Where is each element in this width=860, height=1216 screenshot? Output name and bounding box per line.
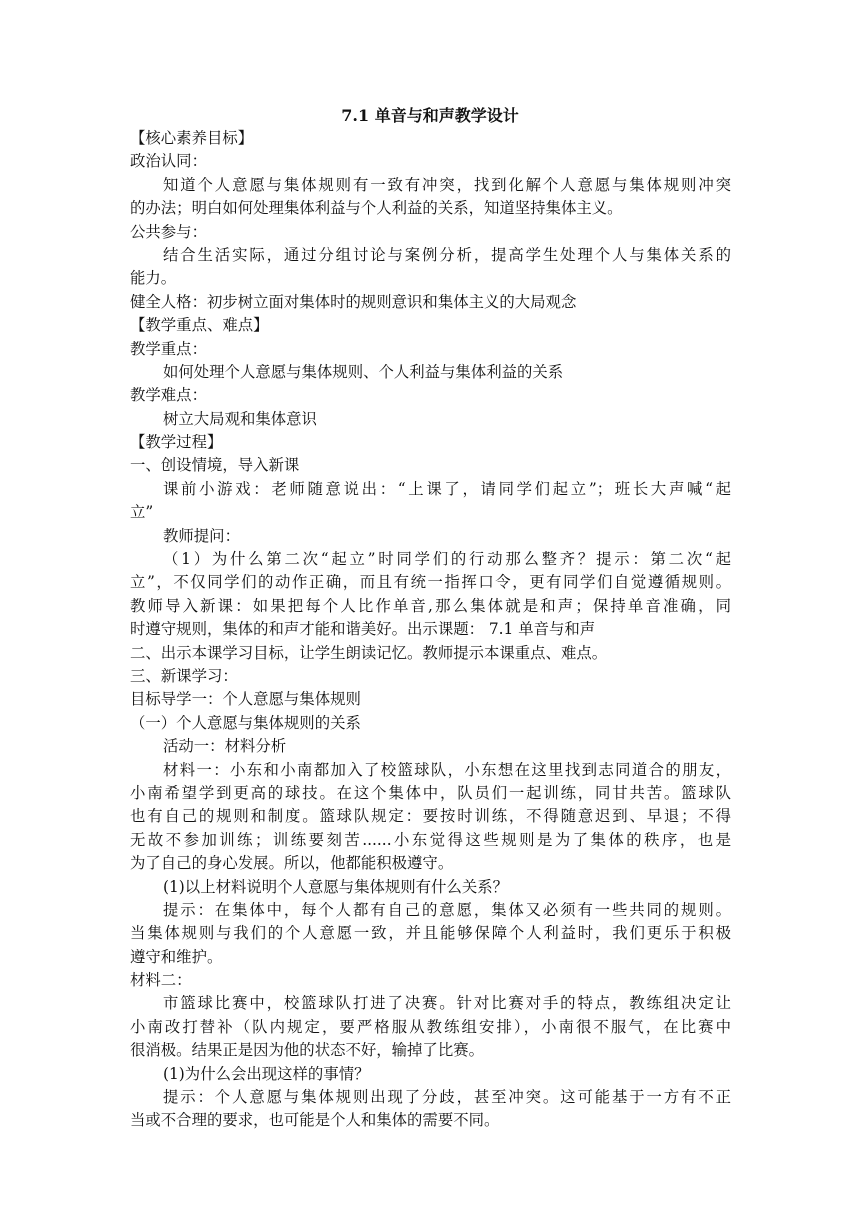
section-heading: 【教学重点、难点】 [130, 316, 269, 335]
paragraph-line: 教师提问： [163, 526, 240, 545]
paragraph-line: 遵守和维护。 [130, 947, 223, 966]
paragraph-line: 时遵守规则，集体的和声才能和谐美好。出示课题： 7.1 单音与和声 [130, 620, 596, 639]
paragraph-line: 小南改打替补（队内规定，要严格服从教练组安排），小南很不服气，在比赛中 [130, 1017, 731, 1036]
paragraph-line: 提示：在集体中，每个人都有自己的意愿，集体又必须有一些共同的规则。 [163, 900, 731, 919]
subheading: 教学难点： [130, 386, 207, 405]
subheading: 公共参与： [130, 222, 207, 241]
paragraph-line: 也有自己的规则和制度。篮球队规定：要按时训练，不得随意迟到、早退；不得 [130, 807, 731, 826]
paragraph-line: 树立大局观和集体意识 [163, 409, 317, 428]
paragraph-line: 教师导入新课：如果把每个人比作单音,那么集体就是和声；保持单音准确，同 [130, 596, 731, 615]
section-heading: 【核心素养目标】 [130, 129, 254, 147]
paragraph-line: 材料一：小东和小南都加入了校篮球队，小东想在这里找到志同道合的朋友， [163, 760, 731, 779]
paragraph-line: 提示：个人意愿与集体规则出现了分歧，甚至冲突。这可能基于一方有不正 [163, 1088, 731, 1107]
subheading: （一）个人意愿与集体规则的关系 [130, 713, 361, 732]
subheading: 目标导学一：个人意愿与集体规则 [130, 690, 361, 709]
subheading: 材料二： [130, 971, 192, 990]
paragraph-line: (1)为什么会出现这样的事情？ [163, 1064, 370, 1083]
step-heading: 一、创设情境，导入新课 [130, 456, 300, 475]
paragraph-line: 很消极。结果正是因为他的状态不好，输掉了比赛。 [130, 1041, 484, 1060]
paragraph-line: 为了自己的身心发展。所以，他都能积极遵守。 [130, 854, 454, 873]
section-heading: 【教学过程】 [130, 433, 223, 452]
paragraph-line: 课前小游戏：老师随意说出：“上课了，请同学们起立”；班长大声喊“起 [163, 479, 731, 498]
paragraph-line: 如何处理个人意愿与集体规则、个人利益与集体利益的关系 [163, 362, 564, 381]
paragraph-line: 市篮球比赛中，校篮球队打进了决赛。针对比赛对手的特点，教练组决定让 [163, 994, 731, 1013]
paragraph-line: 的办法；明白如何处理集体利益与个人利益的关系，知道坚持集体主义。 [130, 199, 623, 218]
document-title: 7.1 单音与和声教学设计 [341, 106, 519, 125]
paragraph-line: 当或不合理的要求，也可能是个人和集体的需要不同。 [130, 1111, 500, 1130]
paragraph-line: 立”，不仅同学们的动作正确，而且有统一指挥口令，更有同学们自觉遵循规则。 [130, 573, 731, 592]
paragraph-line: 健全人格：初步树立面对集体时的规则意识和集体主义的大局观念 [130, 292, 577, 311]
document-body [130, 127, 731, 1133]
subheading: 教学重点： [130, 339, 207, 358]
paragraph-line: 立” [130, 503, 154, 522]
step-heading: 三、新课学习： [130, 666, 238, 685]
paragraph-line: 当集体规则与我们的个人意愿一致，并且能够保障个人利益时，我们更乐于积极 [130, 924, 731, 943]
paragraph-line: 能力。 [130, 269, 177, 288]
paragraph-line: 无故不参加训练；训练要刻苦......小东觉得这些规则是为了集体的秩序，也是 [130, 830, 731, 849]
paragraph-line: 小南希望学到更高的球技。在这个集体中，队员们一起训练，同甘共苦。篮球队 [130, 783, 731, 802]
step-heading: 二、出示本课学习目标，让学生朗读记忆。教师提示本课重点、难点。 [130, 643, 608, 662]
paragraph-line: 知道个人意愿与集体规则有一致有冲突，找到化解个人意愿与集体规则冲突 [163, 175, 731, 194]
paragraph-line: 活动一：材料分析 [163, 737, 287, 756]
subheading: 政治认同： [130, 152, 207, 171]
paragraph-line: 结合生活实际，通过分组讨论与案例分析，提高学生处理个人与集体关系的 [163, 245, 731, 264]
paragraph-line: (1)以上材料说明个人意愿与集体规则有什么关系？ [163, 877, 509, 896]
paragraph-line: （1）为什么第二次“起立”时同学们的行动那么整齐？提示：第二次“起 [163, 550, 731, 569]
